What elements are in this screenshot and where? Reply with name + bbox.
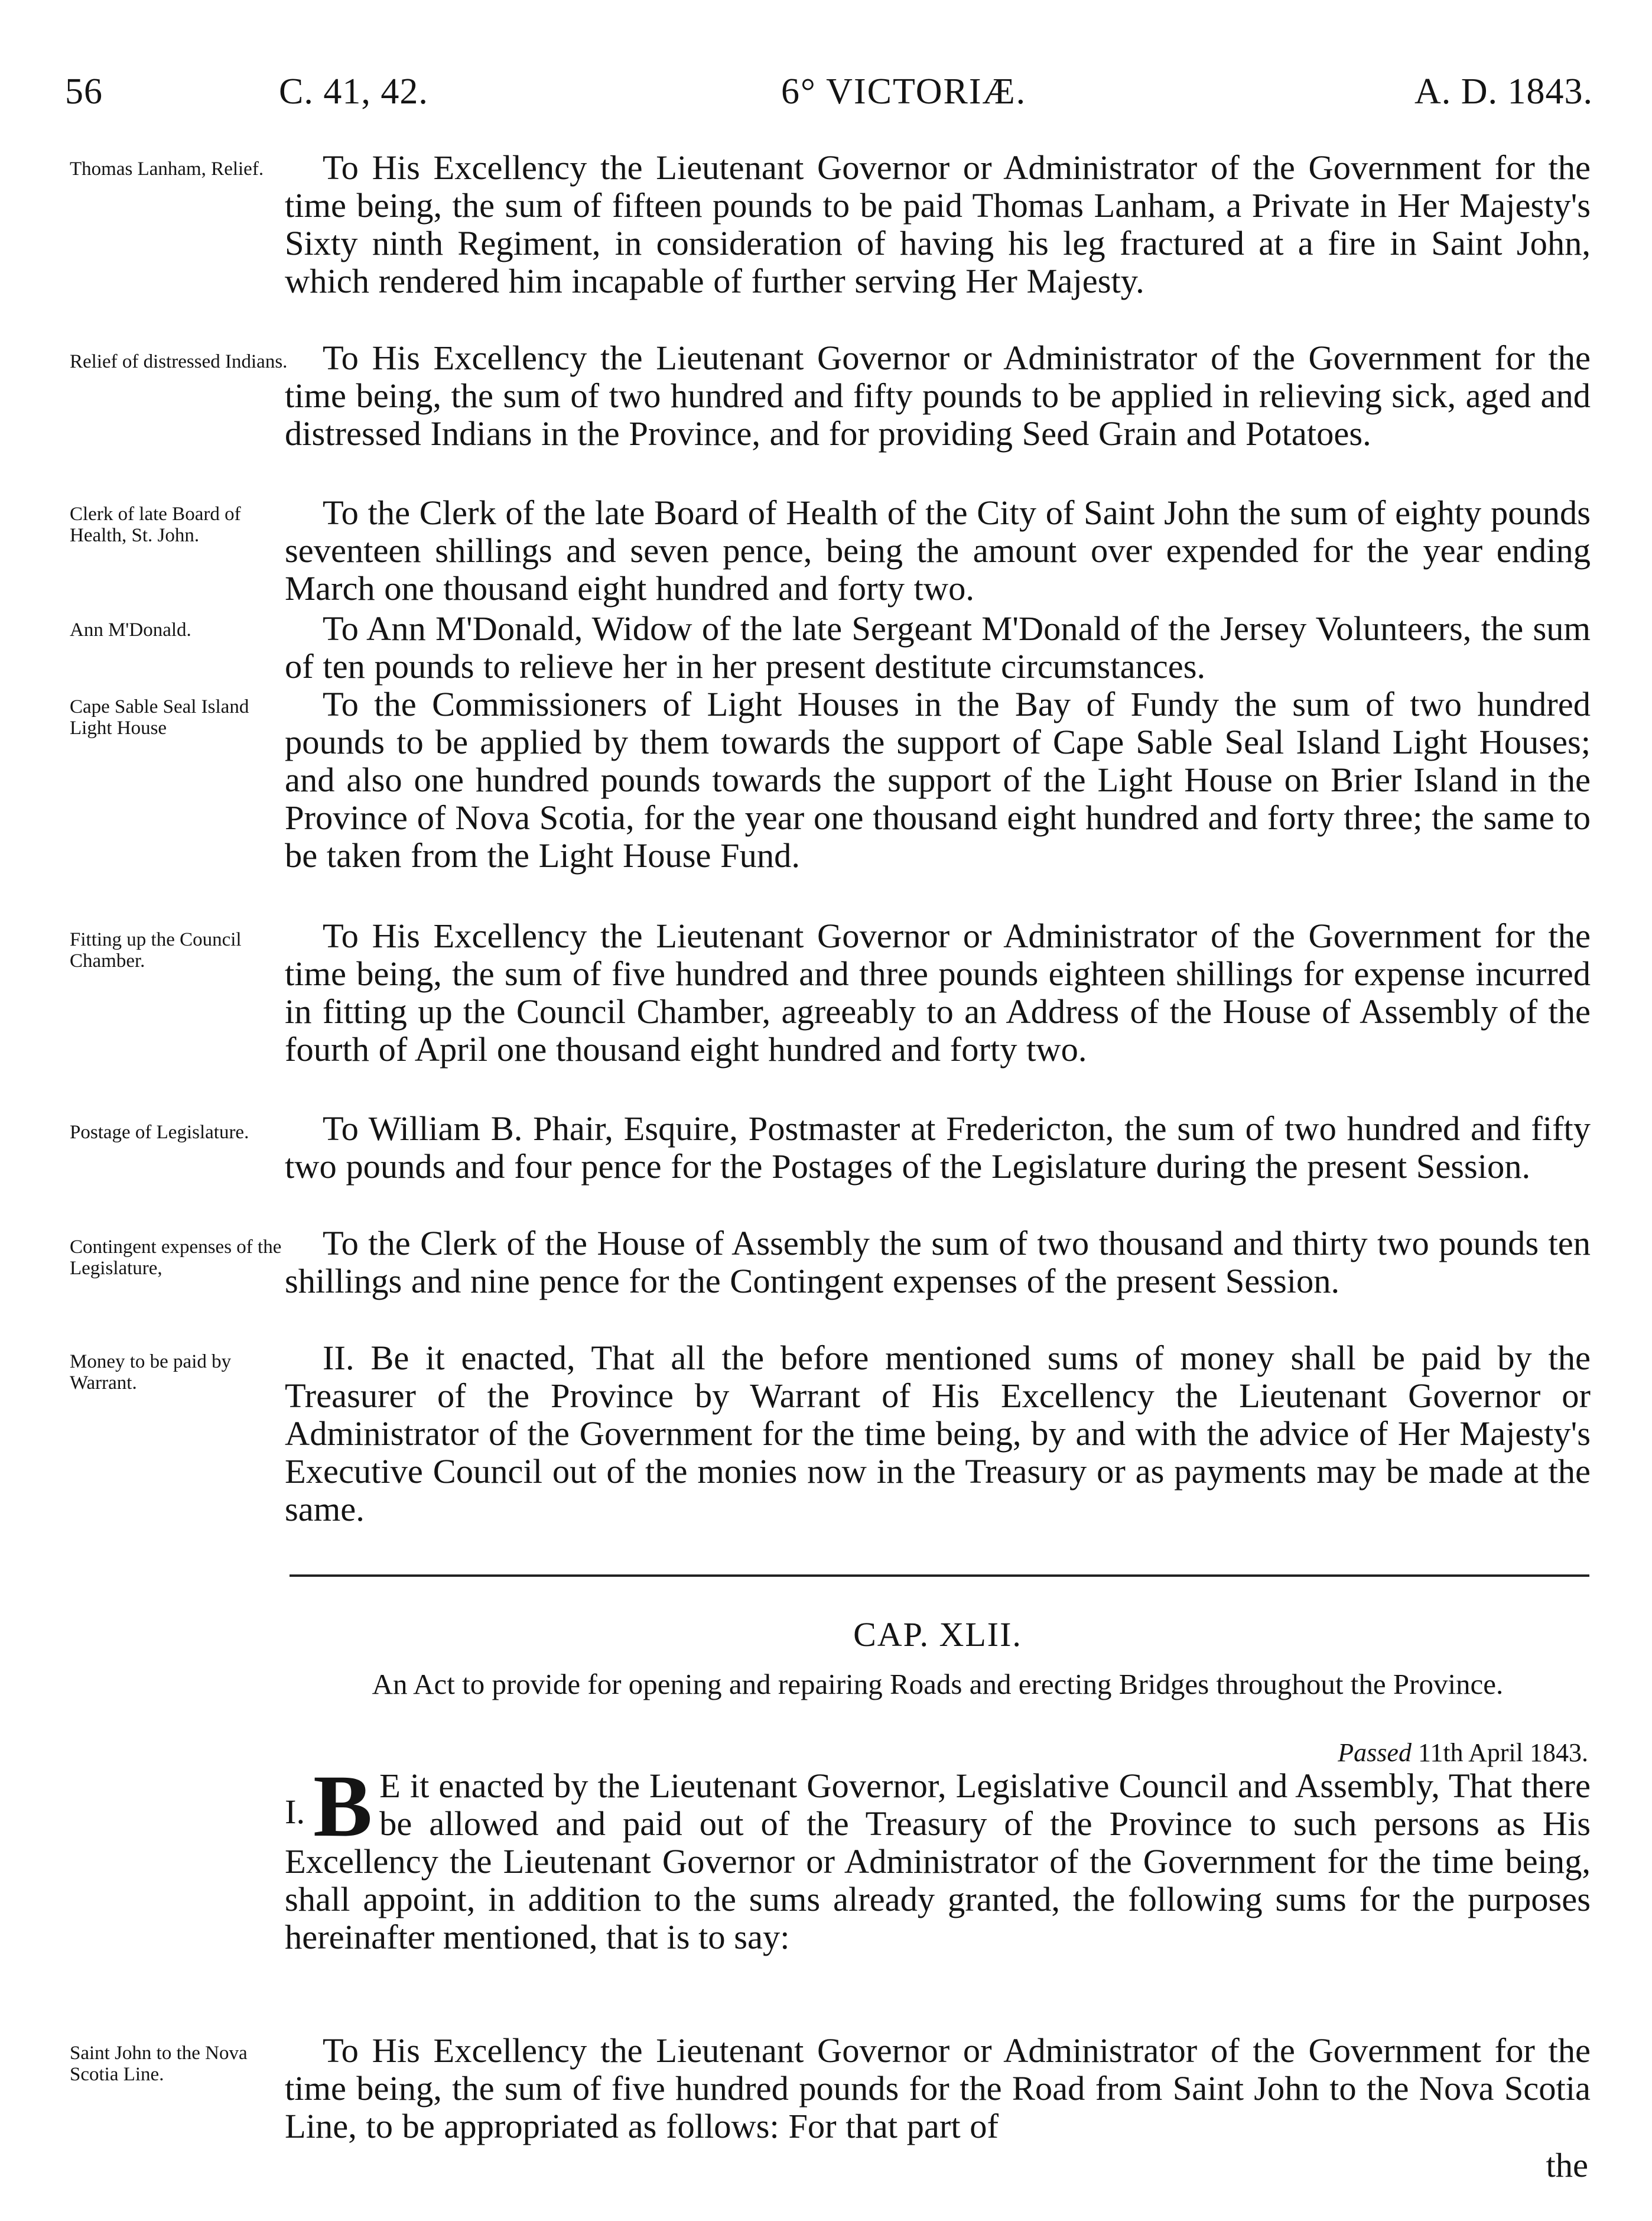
enacting-clause [285, 1757, 1591, 1956]
grant-paragraph-nova-scotia-road: To His Excellency the Lieutenant Governor or Administrator of the Government for the time being, the sum of five hundred pounds for the Road from Saint John to the Nova Scotia Line, to be appropriated as follows: For that part of [285, 2031, 1591, 2145]
grant-paragraph-light-house: To the Commissioners of Light Houses in the Bay of Fundy the sum of two hundred pounds to be applied by them towards the support of Cape Sable Seal Island Light Houses; and also one hundred pounds towards the support of the Light House on Brier Island in the Province of Nova Scotia, for the year one thousand eight hundred and forty three; the same to be taken from the Light House Fund. [285, 685, 1591, 875]
margin-note-contingent-expenses: Contingent expenses of the Legislature, [70, 1236, 282, 1279]
chapter-title: CAP. XLII. [853, 1615, 1022, 1654]
passed-date [1338, 1738, 1588, 1768]
margin-note-light-house: Cape Sable Seal Island Light House [70, 696, 249, 739]
grant-paragraph-indians: To His Excellency the Lieutenant Governor or Administrator of the Government for the time being, the sum of two hundred and fifty pounds to be applied in relieving sick, aged and distressed Indians in the Province, and for providing Seed Grain and Potatoes. [285, 339, 1591, 453]
regnal-year: 6° VICTORIÆ. [781, 72, 1027, 112]
passed-label: Passed [1338, 1738, 1412, 1767]
margin-note-board-of-health: Clerk of late Board of Health, St. John. [70, 504, 241, 546]
margin-note-nova-scotia-line: Saint John to the Nova Scotia Line. [70, 2043, 248, 2085]
page-number: 56 [65, 72, 103, 112]
grant-paragraph-ann-mdonald: To Ann M'Donald, Widow of the late Sergeant M'Donald of the Jersey Volunteers, the sum of ten pounds to relieve her in her present destitute circumstances. [285, 609, 1591, 686]
section-ii-paragraph: II. Be it enacted, That all the before mentioned sums of money shall be paid by the Treasurer of the Province by Warrant of His Excellency the Lieutenant Governor or Administrator of the Government for the time being, by and with the advice of Her Majesty's Executive Council out of the monies now in the Treasury or as payments may be made at the same. [285, 1339, 1591, 1528]
running-header [59, 65, 1593, 118]
catchword: the [1546, 2146, 1588, 2184]
grant-paragraph-council-chamber: To His Excellency the Lieutenant Governor or Administrator of the Government for the time being, the sum of five hundred and three pounds eighteen shillings for expense incurred in fitting up the Council Chamber, agreeably to an Address of the House of Assembly of the fourth of April one thousand eight hundred and forty two. [285, 917, 1591, 1069]
act-description: An Act to provide for opening and repairing Roads and erecting Bridges throughout the Province. [372, 1668, 1504, 1700]
section-number: I. [285, 1793, 305, 1831]
margin-note-indians: Relief of distressed Indians. [70, 351, 288, 372]
enacting-text: E it enacted by the Lieutenant Governor, Legislative Council and Assembly, That there be allowed and paid out of the Treasury of the Province to such persons as His Excellency the Lieutenant Governor or Administrator of the Government for the time being, shall appoint, in addition to the sums already granted, the following sums for the purposes hereinafter mentioned, that is to say: [285, 1767, 1591, 1956]
grant-paragraph-contingent-expenses: To the Clerk of the House of Assembly the sum of two thousand and thirty two pounds ten shillings and nine pence for the Contingent expenses of the present Session. [285, 1224, 1591, 1300]
margin-note-warrant: Money to be paid by Warrant. [70, 1351, 232, 1394]
margin-note-council-chamber: Fitting up the Council Chamber. [70, 929, 242, 972]
grant-paragraph-postage: To William B. Phair, Esquire, Postmaster at Fredericton, the sum of two hundred and fifty two pounds and four pence for the Postages of the Legislature during the present Session. [285, 1109, 1591, 1186]
grant-paragraph-thomas-lanham: To His Excellency the Lieutenant Governor or Administrator of the Government for the time being, the sum of fifteen pounds to be paid Thomas Lanham, a Private in Her Majesty's Sixty ninth Regiment, in consideration of having his leg fractured at a fire in Saint John, which rendered him incapable of further serving Her Majesty. [285, 148, 1591, 300]
drop-cap-letter: B [313, 1757, 373, 1855]
margin-note-thomas-lanham: Thomas Lanham, Relief. [70, 158, 264, 180]
passed-date-value: 11th April 1843. [1417, 1738, 1588, 1767]
chapter-divider [290, 1574, 1589, 1577]
margin-note-postage: Postage of Legislature. [70, 1122, 249, 1143]
margin-note-ann-mdonald: Ann M'Donald. [70, 619, 191, 641]
calendar-year: A. D. 1843. [1414, 72, 1593, 112]
grant-paragraph-board-of-health: To the Clerk of the late Board of Health of the City of Saint John the sum of eighty pounds seventeen shillings and seven pence, being the amount over expended for the year ending March one thousand eight hundred and forty two. [285, 493, 1591, 608]
chapter-range: C. 41, 42. [279, 72, 428, 112]
